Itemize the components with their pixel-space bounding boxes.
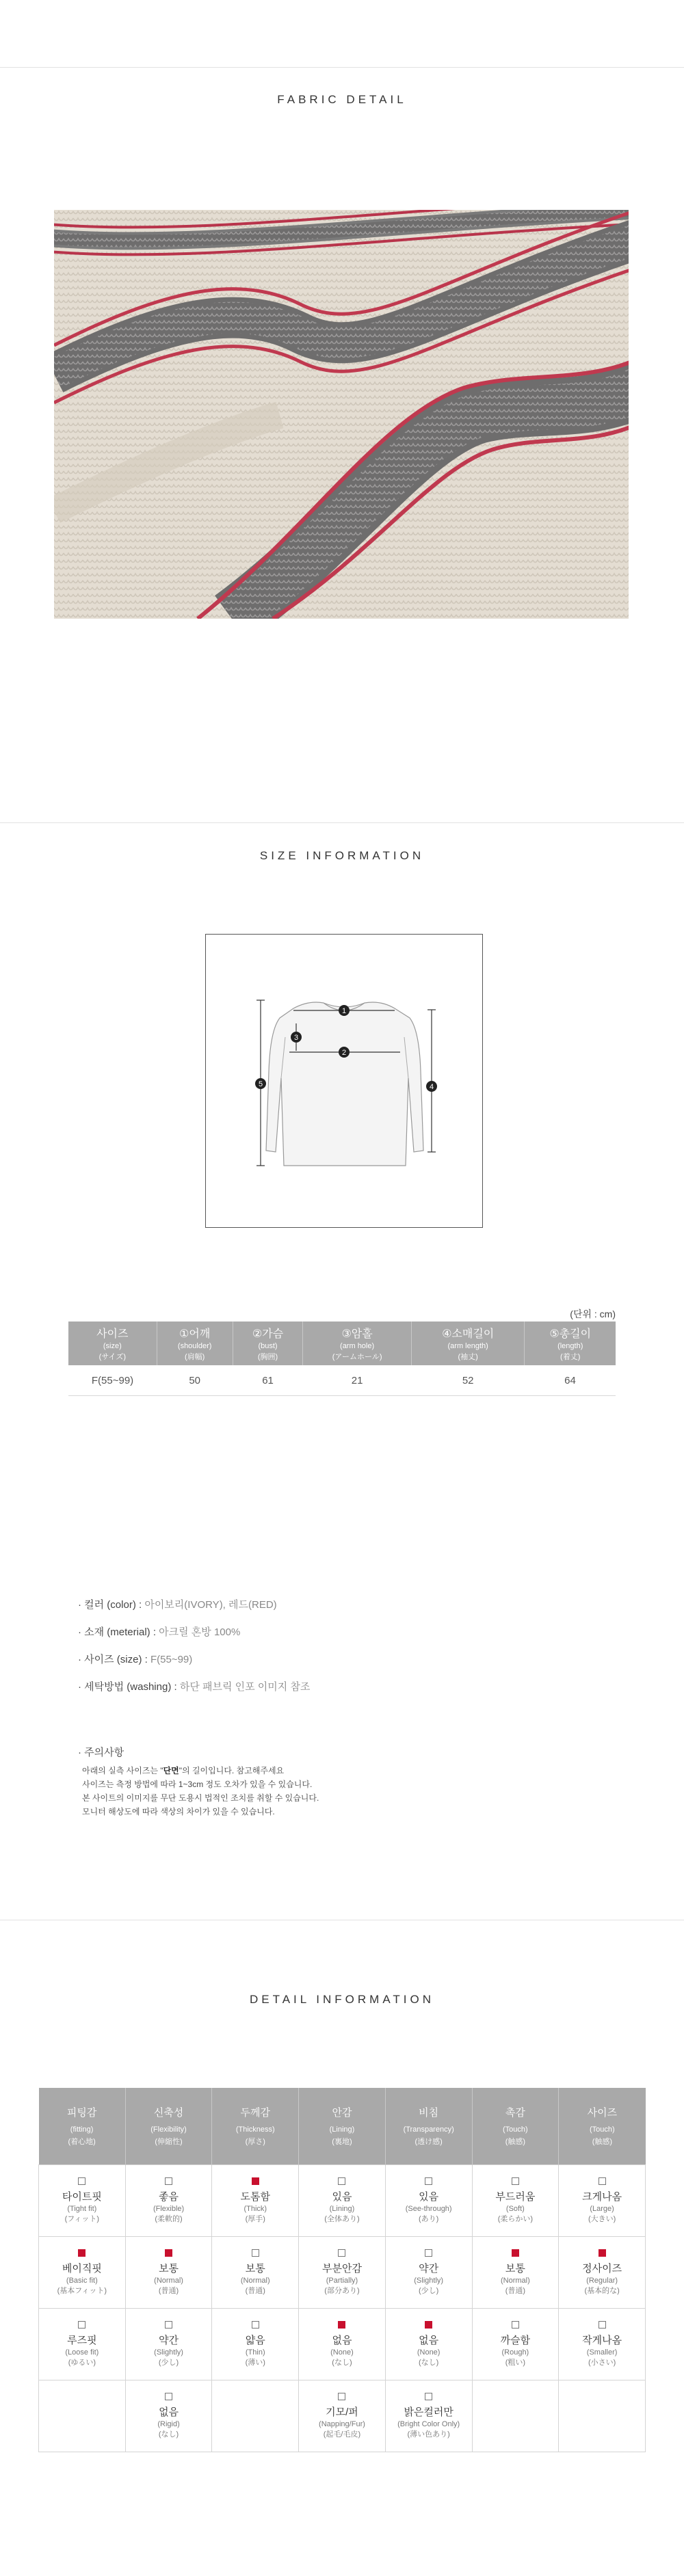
notice-line-2: 사이즈는 측정 방법에 따라 1~3cm 정도 오차가 있을 수 있습니다. bbox=[82, 1780, 313, 1789]
detail-cell-label: 약간 bbox=[159, 2334, 179, 2346]
detail-cell-label: (Tight fit) bbox=[67, 2204, 97, 2213]
detail-cell-label: (Basic fit) bbox=[66, 2276, 98, 2285]
unchecked-box-icon bbox=[425, 2177, 432, 2185]
detail-cell bbox=[299, 2165, 386, 2237]
detail-cell-label: (Normal) bbox=[500, 2276, 530, 2285]
size-header-bust: ②가슴 (bust) (胸囲) bbox=[233, 1321, 303, 1365]
empty-cell bbox=[212, 2380, 299, 2452]
detail-cell-label: 있음 bbox=[419, 2190, 439, 2203]
detail-cell bbox=[39, 2309, 126, 2380]
detail-cell-label: (なし) bbox=[158, 2430, 179, 2439]
detail-cell-label: (柔らかい) bbox=[497, 2214, 534, 2223]
detail-table-body bbox=[39, 2165, 646, 2452]
detail-header-touch: 촉감 (Touch) (触感) bbox=[472, 2088, 559, 2165]
unchecked-box-icon bbox=[425, 2393, 432, 2400]
checked-box-icon bbox=[598, 2249, 606, 2257]
notice-line-4: 모니터 해상도에 따라 색상의 차이가 있을 수 있습니다. bbox=[82, 1807, 275, 1816]
detail-cell bbox=[559, 2237, 646, 2309]
size-diagram bbox=[205, 934, 483, 1228]
unchecked-box-icon bbox=[165, 2321, 172, 2329]
size-information-title: SIZE INFORMATION bbox=[259, 849, 425, 862]
detail-cell-label: (See-through) bbox=[405, 2204, 452, 2213]
detail-cell bbox=[125, 2309, 212, 2380]
unchecked-box-icon bbox=[512, 2321, 519, 2329]
detail-cell bbox=[385, 2380, 472, 2452]
detail-table-header bbox=[39, 2088, 646, 2165]
arm-length-cell: 52 bbox=[411, 1365, 525, 1396]
empty-cell bbox=[559, 2380, 646, 2452]
notice-text bbox=[82, 1764, 319, 1819]
detail-cell-label: 까슬함 bbox=[500, 2334, 531, 2346]
detail-cell bbox=[125, 2237, 212, 2309]
detail-cell bbox=[212, 2165, 299, 2237]
size-header-shoulder: ①어깨 (shoulder) (肩幅) bbox=[157, 1321, 233, 1365]
detail-header-lining: 안감 (Lining) (裏地) bbox=[299, 2088, 386, 2165]
info-material: · 소재 (meterial) : 아크릴 혼방 100% bbox=[78, 1626, 241, 1638]
unchecked-box-icon bbox=[78, 2177, 86, 2185]
detail-table bbox=[38, 2088, 646, 2452]
detail-cell-label: (小さい) bbox=[588, 2358, 616, 2367]
detail-cell-label: (Thin) bbox=[245, 2348, 265, 2357]
size-header-arm-length: ④소매길이 (arm length) (袖丈) bbox=[411, 1321, 525, 1365]
detail-cell bbox=[559, 2309, 646, 2380]
svg-text:3: 3 bbox=[293, 1034, 299, 1042]
size-header-armhole: ③암홀 (arm hole) (アームホール) bbox=[303, 1321, 412, 1365]
detail-cell-label: (Flexible) bbox=[153, 2204, 185, 2213]
shoulder-cell: 50 bbox=[157, 1365, 233, 1396]
detail-cell bbox=[385, 2237, 472, 2309]
checked-box-icon bbox=[165, 2249, 172, 2257]
unchecked-box-icon bbox=[338, 2393, 345, 2400]
detail-cell-label: 좋음 bbox=[159, 2190, 179, 2203]
size-table bbox=[68, 1321, 616, 1396]
empty-cell bbox=[39, 2380, 126, 2452]
detail-header-fitting: 피팅감 (fitting) (着心地) bbox=[39, 2088, 126, 2165]
detail-header-size: 사이즈 (Touch) (触感) bbox=[559, 2088, 646, 2165]
detail-cell-label: (Napping/Fur) bbox=[319, 2419, 365, 2428]
unchecked-box-icon bbox=[78, 2321, 86, 2329]
detail-cell bbox=[472, 2237, 559, 2309]
checked-box-icon bbox=[338, 2321, 345, 2329]
table-row bbox=[39, 2237, 646, 2309]
detail-cell-label: (None) bbox=[330, 2348, 354, 2357]
unchecked-box-icon bbox=[425, 2249, 432, 2257]
table-row bbox=[68, 1365, 616, 1396]
detail-cell-label: (Partially) bbox=[326, 2276, 358, 2285]
detail-header-flexibility: 신축성 (Flexibility) (伸縮性) bbox=[125, 2088, 212, 2165]
marker-4 bbox=[426, 1081, 437, 1092]
detail-cell-label: 크게나옴 bbox=[582, 2190, 622, 2203]
detail-cell-label: (普通) bbox=[158, 2286, 179, 2295]
armhole-cell: 21 bbox=[303, 1365, 412, 1396]
detail-cell-label: (None) bbox=[417, 2348, 440, 2357]
size-table-header bbox=[68, 1321, 616, 1365]
detail-cell-label: (薄い) bbox=[245, 2358, 265, 2367]
detail-cell-label: 도톰함 bbox=[240, 2190, 270, 2203]
detail-cell bbox=[472, 2309, 559, 2380]
detail-cell-label: 부드러움 bbox=[495, 2190, 536, 2203]
detail-cell-label: 베이직핏 bbox=[62, 2262, 102, 2275]
bust-cell: 61 bbox=[233, 1365, 303, 1396]
svg-text:1: 1 bbox=[341, 1007, 347, 1015]
detail-cell-label: 기모/퍼 bbox=[326, 2406, 358, 2418]
notice-line-3: 본 사이트의 이미지를 무단 도용시 법적인 조치를 취할 수 있습니다. bbox=[82, 1793, 319, 1803]
detail-cell bbox=[472, 2165, 559, 2237]
unchecked-box-icon bbox=[598, 2177, 606, 2185]
fabric-photo bbox=[54, 210, 629, 619]
length-cell: 64 bbox=[525, 1365, 616, 1396]
detail-cell bbox=[212, 2237, 299, 2309]
detail-cell-label: (薄い色あり) bbox=[407, 2430, 450, 2439]
marker-5 bbox=[255, 1078, 266, 1089]
checked-box-icon bbox=[425, 2321, 432, 2329]
detail-cell-label: 보통 bbox=[245, 2262, 265, 2275]
checked-box-icon bbox=[252, 2177, 259, 2185]
detail-cell bbox=[385, 2165, 472, 2237]
detail-cell-label: (基本的な) bbox=[584, 2286, 620, 2295]
svg-text:5: 5 bbox=[258, 1080, 263, 1088]
detail-cell-label: (Normal) bbox=[154, 2276, 183, 2285]
checked-box-icon bbox=[512, 2249, 519, 2257]
unchecked-box-icon bbox=[512, 2177, 519, 2185]
detail-cell-label: (Loose fit) bbox=[65, 2348, 99, 2357]
detail-cell bbox=[125, 2380, 212, 2452]
detail-cell-label: 있음 bbox=[332, 2190, 352, 2203]
table-row bbox=[39, 2165, 646, 2237]
size-header-length: ⑤총길이 (length) (着丈) bbox=[525, 1321, 616, 1365]
detail-cell bbox=[299, 2380, 386, 2452]
detail-cell-label: (なし) bbox=[419, 2358, 439, 2367]
table-row bbox=[39, 2309, 646, 2380]
top-divider bbox=[0, 67, 684, 68]
detail-cell-label: (Regular) bbox=[586, 2276, 618, 2285]
detail-cell-label: (全体あり) bbox=[324, 2214, 360, 2223]
sweater-outline bbox=[266, 1002, 423, 1166]
detail-cell-label: (Large) bbox=[590, 2204, 614, 2213]
detail-header-thickness: 두께감 (Thickness) (厚さ) bbox=[212, 2088, 299, 2165]
detail-cell-label: (Normal) bbox=[240, 2276, 270, 2285]
marker-3 bbox=[291, 1032, 302, 1043]
unchecked-box-icon bbox=[338, 2177, 345, 2185]
svg-text:4: 4 bbox=[429, 1083, 434, 1091]
unchecked-box-icon bbox=[252, 2249, 259, 2257]
detail-cell-label: 보통 bbox=[505, 2262, 525, 2275]
detail-cell-label: (Lining) bbox=[329, 2204, 355, 2213]
unchecked-box-icon bbox=[165, 2177, 172, 2185]
detail-cell-label: 루즈핏 bbox=[67, 2334, 97, 2346]
detail-cell-label: 없음 bbox=[332, 2334, 352, 2346]
info-size: · 사이즈 (size) : F(55~99) bbox=[78, 1654, 193, 1665]
empty-cell bbox=[472, 2380, 559, 2452]
marker-1 bbox=[339, 1005, 350, 1016]
detail-cell-label: (粗い) bbox=[505, 2358, 526, 2367]
detail-cell-label: 부분안감 bbox=[321, 2262, 362, 2275]
detail-cell-label: (Smaller) bbox=[586, 2348, 618, 2357]
detail-cell-label: (厚手) bbox=[245, 2214, 265, 2223]
detail-cell-label: (Rough) bbox=[501, 2348, 529, 2357]
detail-cell-label: 얇음 bbox=[245, 2334, 265, 2346]
detail-cell-label: (フィット) bbox=[64, 2214, 100, 2223]
detail-cell-label: (あり) bbox=[419, 2214, 439, 2223]
detail-cell-label: (Bright Color Only) bbox=[397, 2419, 460, 2428]
detail-cell bbox=[39, 2237, 126, 2309]
detail-cell bbox=[299, 2237, 386, 2309]
detail-cell-label: 정사이즈 bbox=[582, 2262, 622, 2275]
fabric-detail-title: FABRIC DETAIL bbox=[277, 93, 407, 106]
detail-information-title: DETAIL INFORMATION bbox=[249, 1993, 435, 2006]
detail-cell-label: (なし) bbox=[332, 2358, 352, 2367]
detail-cell-label: (Rigid) bbox=[157, 2419, 180, 2428]
notice-line-1: 아래의 실측 사이즈는 "단면"의 길이입니다. 참고해주세요 bbox=[82, 1766, 285, 1775]
detail-cell-label: 없음 bbox=[419, 2334, 439, 2346]
detail-cell-label: (部分あり) bbox=[324, 2286, 360, 2295]
detail-cell-label: (少し) bbox=[158, 2358, 179, 2367]
detail-cell-label: (ゆるい) bbox=[68, 2358, 96, 2367]
detail-cell bbox=[125, 2165, 212, 2237]
detail-cell-label: (Slightly) bbox=[154, 2348, 183, 2357]
detail-cell-label: (Thick) bbox=[244, 2204, 267, 2213]
info-color: · 컬러 (color) : 아이보리(IVORY), 레드(RED) bbox=[78, 1599, 277, 1611]
unchecked-box-icon bbox=[165, 2393, 172, 2400]
detail-cell-label: (Soft) bbox=[505, 2204, 525, 2213]
detail-cell-label: (基本フィット) bbox=[57, 2286, 107, 2295]
detail-cell-label: (普通) bbox=[245, 2286, 265, 2295]
detail-cell-label: (少し) bbox=[419, 2286, 439, 2295]
unchecked-box-icon bbox=[252, 2321, 259, 2329]
table-row bbox=[39, 2380, 646, 2452]
detail-cell-label: (柔軟的) bbox=[155, 2214, 183, 2223]
detail-header-transparency: 비침 (Transparency) (透け感) bbox=[385, 2088, 472, 2165]
detail-cell-label: 약간 bbox=[419, 2262, 439, 2275]
size-cell: F(55~99) bbox=[68, 1365, 157, 1396]
detail-cell-label: (Slightly) bbox=[414, 2276, 444, 2285]
detail-cell-label: 밝은컬러만 bbox=[404, 2406, 453, 2418]
svg-text:2: 2 bbox=[341, 1049, 347, 1057]
info-washing: · 세탁방법 (washing) : 하단 패브릭 인포 이미지 참조 bbox=[78, 1681, 311, 1693]
size-header-size: 사이즈 (size) (サイズ) bbox=[68, 1321, 157, 1365]
notice-title: · 주의사항 bbox=[78, 1747, 124, 1758]
detail-cell bbox=[299, 2309, 386, 2380]
detail-cell-label: (大きい) bbox=[588, 2214, 616, 2223]
detail-cell-label: 보통 bbox=[159, 2262, 179, 2275]
section-divider bbox=[0, 822, 684, 823]
checked-box-icon bbox=[78, 2249, 86, 2257]
detail-cell bbox=[385, 2309, 472, 2380]
detail-cell-label: 작게나옴 bbox=[582, 2334, 622, 2346]
detail-cell bbox=[212, 2309, 299, 2380]
detail-cell-label: 없음 bbox=[159, 2406, 179, 2418]
unchecked-box-icon bbox=[338, 2249, 345, 2257]
detail-cell bbox=[559, 2165, 646, 2237]
unchecked-box-icon bbox=[598, 2321, 606, 2329]
detail-cell-label: 타이트핏 bbox=[62, 2190, 102, 2203]
unit-label: (단위 : cm) bbox=[570, 1309, 616, 1319]
detail-cell bbox=[39, 2165, 126, 2237]
detail-cell-label: (起毛/毛皮) bbox=[323, 2430, 361, 2439]
marker-2 bbox=[339, 1047, 350, 1058]
detail-cell-label: (普通) bbox=[505, 2286, 526, 2295]
